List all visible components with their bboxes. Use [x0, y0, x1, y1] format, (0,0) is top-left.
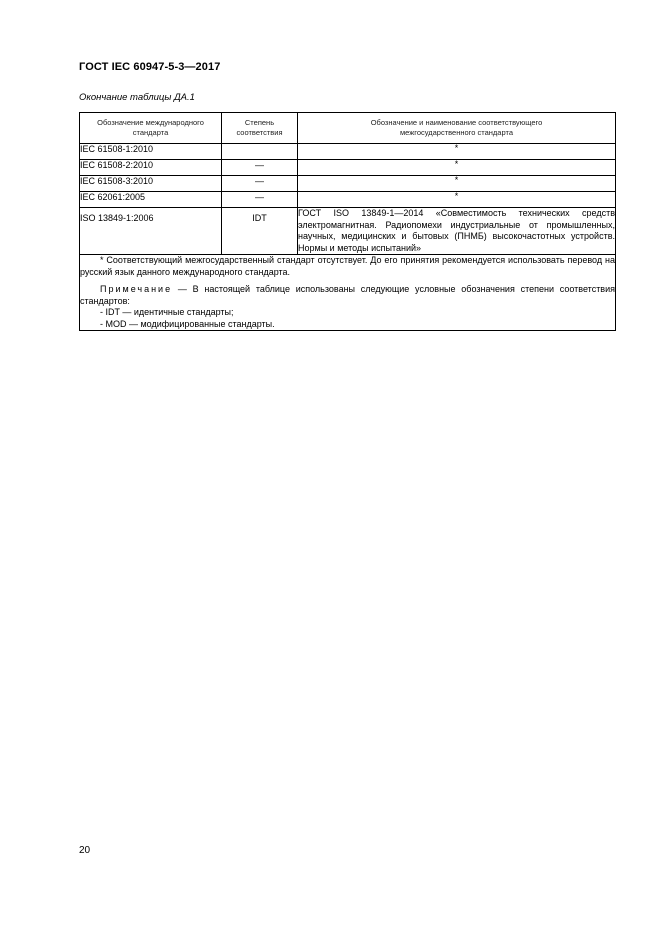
- standard-cell: IEC 61508-1:2010: [80, 144, 222, 160]
- standard-cell: ISO 13849-1:2006: [80, 208, 222, 255]
- notes-cell: [80, 255, 616, 331]
- table-row: [80, 208, 616, 255]
- column-header-interstate-standard: Обозначение и наименование соответствующего межгосударственного стандарта: [298, 113, 616, 144]
- note-list-item: - MOD — модифицированные стандарты.: [100, 318, 275, 329]
- table-header-row: [80, 113, 616, 144]
- footnote: * Соответствующий межгосударственный стандарт отсутствует. До его принятия рекомендуется использовать перевод на русский язык данного международного стандарта.: [80, 255, 615, 277]
- note-list-item: - IDT — идентичные стандарты;: [100, 307, 234, 317]
- note-text: — В настоящей таблице использованы следующие условные обозначения степени соответствия стандартов:: [80, 284, 615, 306]
- table-row: [80, 192, 616, 208]
- degree-cell: —: [222, 176, 298, 192]
- table-caption: Окончание таблицы ДА.1: [79, 92, 195, 103]
- note: [80, 284, 615, 307]
- table-row: [80, 176, 616, 192]
- correspondence-table: [79, 112, 616, 331]
- reference-cell: ГОСТ ISO 13849-1—2014 «Совместимость технических средств электромагнитная. Радиопомехи индустриальные от промышленных, научных, медицинских и бытовых (ПНМБ) высокочастотных устройств. Нормы и методы испытаний»: [298, 208, 615, 253]
- degree-cell: —: [222, 192, 298, 208]
- degree-cell: —: [222, 160, 298, 176]
- table-row: [80, 144, 616, 160]
- standard-cell: IEC 62061:2005: [80, 192, 222, 208]
- reference-cell: *: [298, 144, 616, 160]
- reference-cell: *: [298, 192, 616, 208]
- document-code: ГОСТ IEC 60947-5-3—2017: [79, 61, 221, 73]
- notes-row: [80, 255, 616, 331]
- degree-cell: [222, 144, 298, 160]
- reference-cell: *: [298, 160, 616, 176]
- page-number: 20: [79, 845, 91, 856]
- note-label: Примечание: [100, 284, 173, 294]
- column-header-international-standard: Обозначение международного стандарта: [80, 113, 222, 144]
- column-header-degree: Степень соответствия: [222, 113, 298, 144]
- reference-cell: *: [298, 176, 616, 192]
- table-row: [80, 160, 616, 176]
- degree-cell: IDT: [222, 208, 298, 255]
- standard-cell: IEC 61508-2:2010: [80, 160, 222, 176]
- standard-cell: IEC 61508-3:2010: [80, 176, 222, 192]
